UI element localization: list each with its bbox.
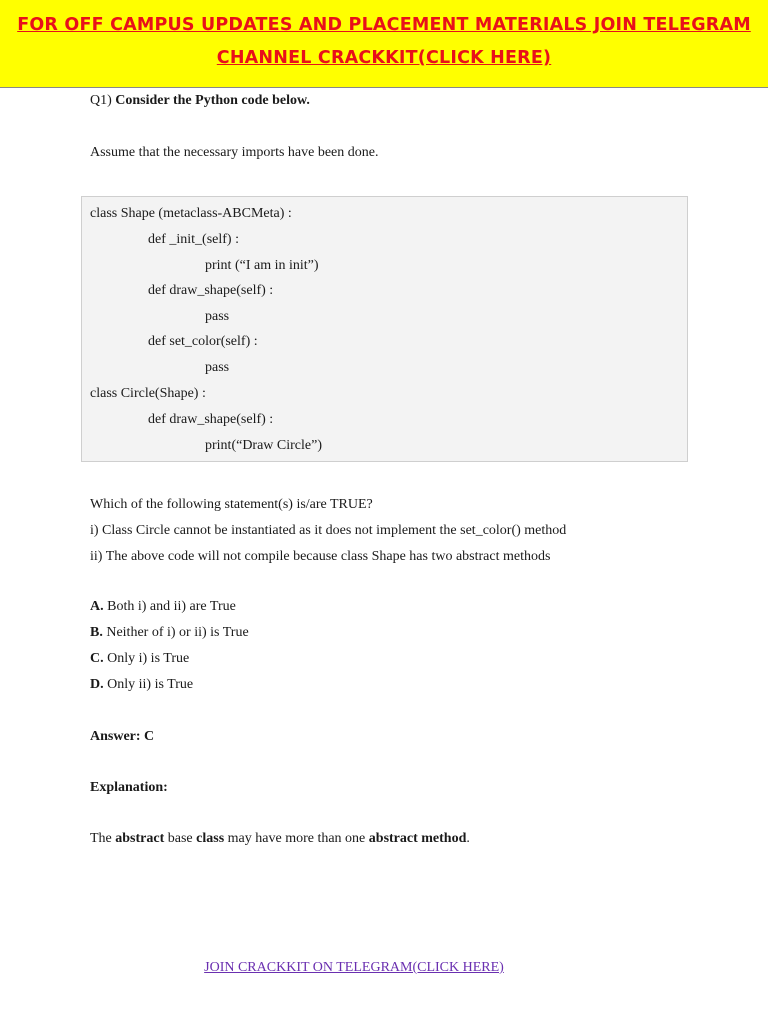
answer-label: Answer: C xyxy=(90,729,155,744)
code-line: print (“I am in init”) xyxy=(205,258,319,273)
option-text: Only ii) is True xyxy=(107,677,194,692)
explanation-text xyxy=(90,831,470,847)
code-line: def draw_shape(self) : xyxy=(148,283,274,298)
code-block xyxy=(81,196,688,462)
code-line: print(“Draw Circle”) xyxy=(205,438,322,453)
banner-link-line2[interactable]: CHANNEL CRACKKIT(CLICK HERE) xyxy=(216,48,552,68)
telegram-footer-link[interactable]: JOIN CRACKKIT ON TELEGRAM(CLICK HERE) xyxy=(204,960,504,975)
option-text: Only i) is True xyxy=(107,651,190,666)
option-key: C. xyxy=(90,651,104,666)
code-line: pass xyxy=(205,360,230,375)
explanation-bold: abstract method xyxy=(368,831,467,846)
option-key: B. xyxy=(90,625,103,640)
explanation-bold: class xyxy=(196,831,225,846)
explanation-label: Explanation: xyxy=(90,780,168,795)
statement-2: ii) The above code will not compile because class Shape has two abstract methods xyxy=(90,549,551,564)
banner-link-line1[interactable]: FOR OFF CAMPUS UPDATES AND PLACEMENT MATERIALS JOIN TELEGRAM xyxy=(17,15,751,35)
option-text: Neither of i) or ii) is True xyxy=(106,625,249,640)
code-line: def _init_(self) : xyxy=(148,232,239,247)
code-line: def draw_shape(self) : xyxy=(148,412,274,427)
option-c xyxy=(90,651,189,667)
explanation-period: . xyxy=(466,831,470,846)
question-title: Consider the Python code below. xyxy=(115,93,310,108)
question-heading xyxy=(90,93,310,109)
code-line: class Circle(Shape) : xyxy=(90,386,206,401)
option-a xyxy=(90,599,236,615)
prompt-question: Which of the following statement(s) is/are TRUE? xyxy=(90,497,373,512)
telegram-banner[interactable] xyxy=(0,0,768,88)
code-line: def set_color(self) : xyxy=(148,334,258,349)
question-note: Assume that the necessary imports have been done. xyxy=(90,145,379,160)
option-key: D. xyxy=(90,677,104,692)
question-number: Q1) xyxy=(90,93,112,108)
option-text: Both i) and ii) are True xyxy=(107,599,236,614)
explanation-part: may have more than one xyxy=(227,831,366,846)
option-d xyxy=(90,677,193,693)
explanation-part: base xyxy=(167,831,193,846)
explanation-bold: abstract xyxy=(115,831,165,846)
statement-1: i) Class Circle cannot be instantiated as it does not implement the set_color() method xyxy=(90,523,567,538)
option-b xyxy=(90,625,249,641)
code-line: pass xyxy=(205,309,230,324)
option-key: A. xyxy=(90,599,104,614)
code-line: class Shape (metaclass-ABCMeta) : xyxy=(90,206,292,221)
explanation-part: The xyxy=(90,831,112,846)
